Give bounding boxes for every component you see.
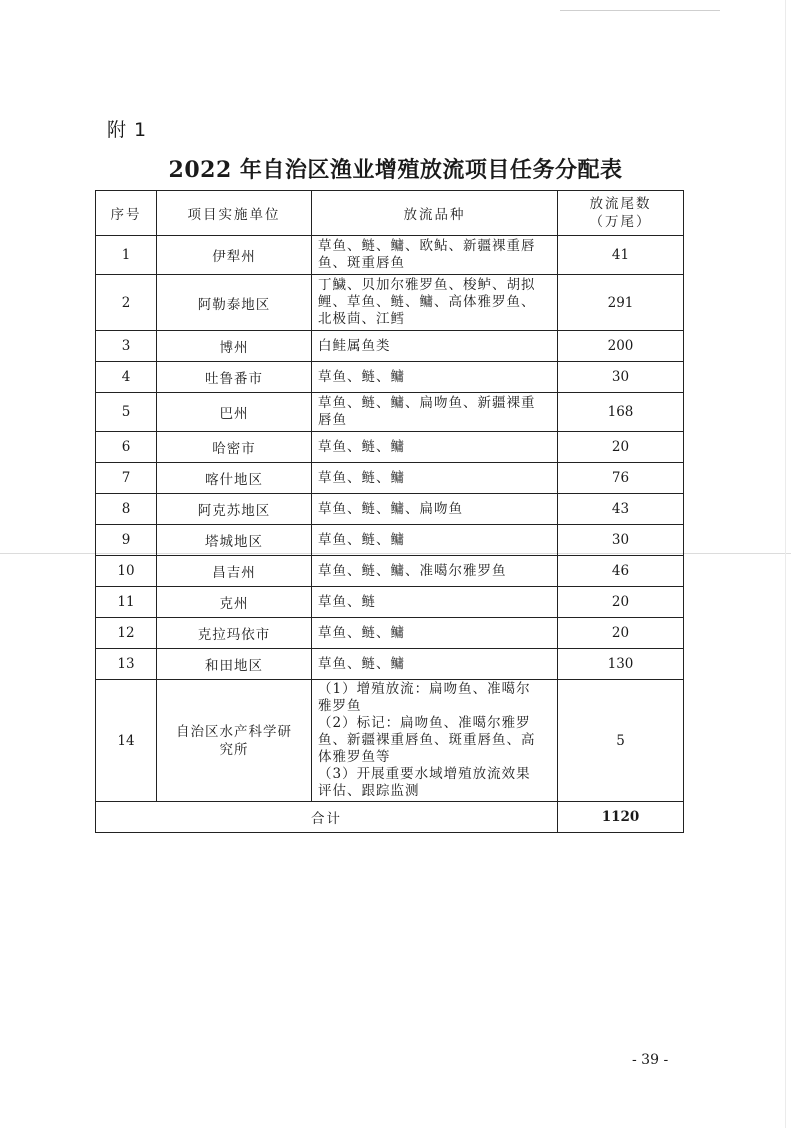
row-species: 草鱼、鲢、鳙 [312,362,558,393]
row-species: 草鱼、鲢 [312,587,558,618]
table-row [96,525,684,556]
total-value: 1120 [558,802,684,833]
row-amount: 20 [558,587,684,618]
row-unit: 克州 [157,587,312,618]
row-unit: 克拉玛依市 [157,618,312,649]
table-row [96,463,684,494]
row-no: 9 [96,525,157,556]
row-no: 8 [96,494,157,525]
table-row [96,649,684,680]
species-line: 鲤、草鱼、鲢、鳙、高体雅罗鱼、 [318,294,536,310]
row-unit: 昌吉州 [157,556,312,587]
row-no: 6 [96,432,157,463]
row-species: 白鲑属鱼类 [312,331,558,362]
species-line: 唇鱼 [318,412,347,428]
table-header-row [96,191,684,236]
row-species: 草鱼、鲢、鳙、准噶尔雅罗鱼 [312,556,558,587]
species-line: 鱼、斑重唇鱼 [318,255,405,271]
row-unit [157,680,312,802]
row-amount: 30 [558,362,684,393]
row-unit: 哈密市 [157,432,312,463]
row-amount: 20 [558,432,684,463]
row-species: 草鱼、鲢、鳙 [312,649,558,680]
row-no: 10 [96,556,157,587]
total-label: 合计 [96,802,558,833]
species-line: 评估、跟踪监测 [318,783,420,799]
unit-line: 自治区水产科学研 [176,723,292,740]
row-no: 7 [96,463,157,494]
table-row [96,331,684,362]
header-amount [558,191,684,236]
row-amount: 20 [558,618,684,649]
row-no: 3 [96,331,157,362]
document-title: 2022 年自治区渔业增殖放流项目任务分配表 [168,157,623,183]
row-unit: 塔城地区 [157,525,312,556]
species-line: 北极茴、江鳕 [318,311,405,327]
total-row [96,802,684,833]
table-row [96,432,684,463]
row-amount: 43 [558,494,684,525]
species-line: 丁鱥、贝加尔雅罗鱼、梭鲈、胡拟 [318,277,536,293]
species-line: （1）增殖放流：扁吻鱼、准噶尔 [318,681,531,697]
row-unit: 伊犁州 [157,236,312,275]
row-amount: 46 [558,556,684,587]
row-unit: 喀什地区 [157,463,312,494]
species-line: （3）开展重要水域增殖放流效果 [318,766,531,782]
species-line: 雅罗鱼 [318,698,362,714]
row-no: 4 [96,362,157,393]
table-row [96,275,684,331]
attachment-label: 附 1 [107,119,148,141]
row-unit: 巴州 [157,393,312,432]
row-amount: 200 [558,331,684,362]
row-no: 14 [96,680,157,802]
row-unit: 阿克苏地区 [157,494,312,525]
row-no: 11 [96,587,157,618]
row-species [312,393,558,432]
species-line: 草鱼、鲢、鳙、欧鲇、新疆裸重唇 [318,238,536,254]
row-species: 草鱼、鲢、鳙 [312,525,558,556]
table-row [96,556,684,587]
species-line: 鱼、新疆裸重唇鱼、斑重唇鱼、高 [318,732,536,748]
scan-artifact-line [560,10,720,11]
header-no: 序号 [96,191,157,236]
header-unit: 项目实施单位 [157,191,312,236]
row-species [312,680,558,802]
row-amount: 76 [558,463,684,494]
row-amount: 130 [558,649,684,680]
row-amount: 168 [558,393,684,432]
header-amount-line2: （万尾） [589,214,652,230]
row-no: 13 [96,649,157,680]
row-no: 1 [96,236,157,275]
row-species [312,236,558,275]
row-species: 草鱼、鲢、鳙 [312,463,558,494]
header-amount-line1: 放流尾数 [589,196,652,212]
row-amount: 5 [558,680,684,802]
page-number: - 39 - [632,1052,669,1068]
row-species: 草鱼、鲢、鳙 [312,618,558,649]
row-unit: 吐鲁番市 [157,362,312,393]
table-row [96,494,684,525]
row-no: 2 [96,275,157,331]
row-no: 12 [96,618,157,649]
species-line: （2）标记：扁吻鱼、准噶尔雅罗 [318,715,531,731]
unit-line: 究所 [219,741,249,758]
row-species: 草鱼、鲢、鳙 [312,432,558,463]
table-row [96,362,684,393]
row-unit: 博州 [157,331,312,362]
allocation-table [95,190,684,833]
row-unit: 和田地区 [157,649,312,680]
row-species: 草鱼、鲢、鳙、扁吻鱼 [312,494,558,525]
row-species [312,275,558,331]
species-line: 体雅罗鱼等 [318,749,391,765]
row-no: 5 [96,393,157,432]
species-line: 草鱼、鲢、鳙、扁吻鱼、新疆裸重 [318,395,536,411]
row-amount: 30 [558,525,684,556]
row-amount: 291 [558,275,684,331]
table-row [96,680,684,802]
table-row [96,236,684,275]
row-amount: 41 [558,236,684,275]
header-species: 放流品种 [312,191,558,236]
row-unit: 阿勒泰地区 [157,275,312,331]
table-row [96,393,684,432]
table-row [96,587,684,618]
table-row [96,618,684,649]
